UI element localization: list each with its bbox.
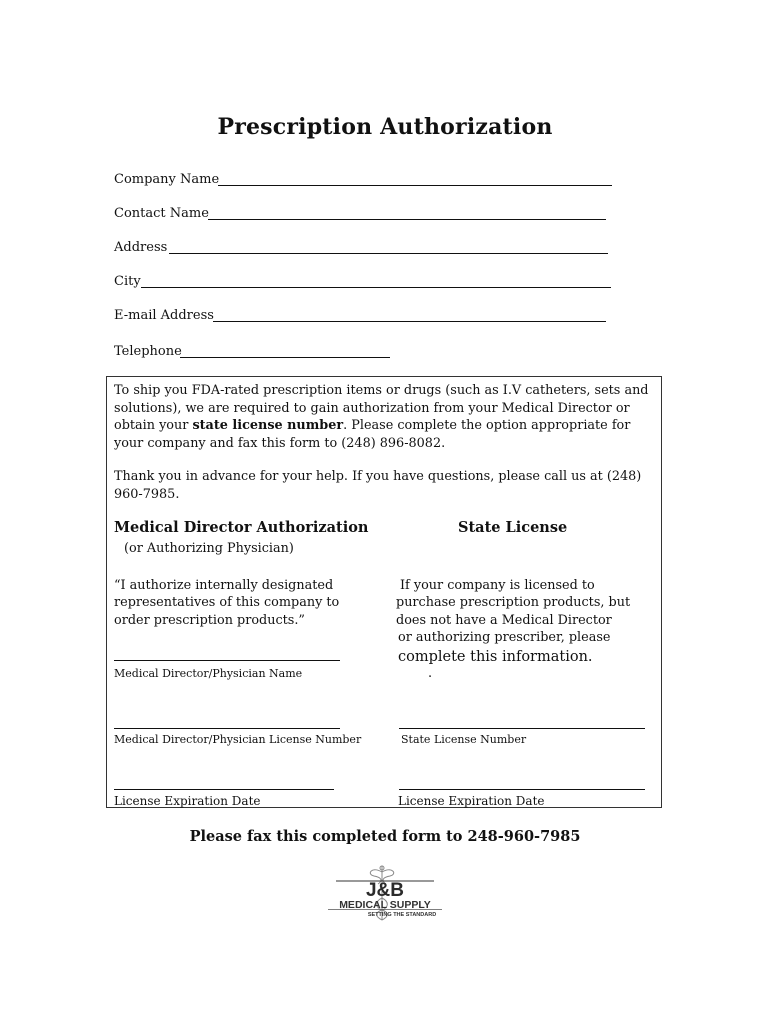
logo-brand: J&B [365,880,405,901]
physician-name-line[interactable] [114,660,340,661]
company-name-field[interactable] [114,172,219,187]
contact-name-field[interactable] [114,206,209,221]
state-license-line[interactable] [399,728,645,729]
telephone-line[interactable] [180,357,390,358]
address-line[interactable] [169,253,608,254]
intro-paragraph [114,382,649,452]
instruction-line: purchase prescription products, but [396,595,631,611]
instruction-line: or authorizing prescriber, please [398,630,611,646]
contact-name-line[interactable] [208,219,606,220]
company-name-label: Company Name [114,172,220,187]
company-name-line[interactable] [218,185,612,186]
thanks-paragraph: Thank you in advance for your help. If you have questions, please call us at (248) 960-7985. [114,469,642,502]
logo-name: MEDICAL SUPPLY [339,899,431,911]
telephone-label: Telephone [114,344,182,359]
instruction-line: does not have a Medical Director [396,612,612,628]
instruction-dot: . [428,665,433,681]
state-license-caption: State License Number [401,733,527,746]
intro-text-1: To ship you FDA-rated prescription items or drugs (such as I.V catheters, sets and solutions), we are required to gain authorization from your Medical Director or obtain your [114,383,649,433]
page-title: Prescription Authorization [217,114,553,140]
instruction-line: If your company is licensed to [400,578,595,593]
state-license-heading: State License [458,519,568,536]
authorization-quote [114,577,339,629]
physician-name-caption: Medical Director/Physician Name [114,667,303,680]
jb-medical-supply-logo [322,864,448,922]
email-line[interactable] [213,321,606,322]
city-label: City [114,274,141,289]
medical-director-subheading: (or Authorizing Physician) [124,541,294,556]
medical-director-heading: Medical Director Authorization [114,519,369,536]
contact-name-label: Contact Name [114,206,209,221]
physician-expiration-line[interactable] [114,789,334,790]
physician-license-caption: Medical Director/Physician License Number [114,733,362,746]
state-expiration-line[interactable] [399,789,645,790]
physician-license-line[interactable] [114,728,340,729]
city-line[interactable] [141,287,611,288]
state-license-instructions [396,577,630,681]
email-label: E-mail Address [114,308,214,323]
physician-expiration-caption: License Expiration Date [114,794,261,808]
intro-text-2: . Please complete the option appropriate for your company and fax this form to (248) 896-8082. [114,418,631,451]
email-field[interactable] [114,308,214,323]
quote-line: order prescription products.” [114,612,305,628]
fax-instruction: Please fax this completed form to 248-960-7985 [189,828,581,845]
quote-line: “I authorize internally designated [114,578,334,593]
intro-bold-text: state license number [192,418,344,433]
address-field[interactable] [114,240,167,255]
quote-line: representatives of this company to [114,595,340,611]
state-expiration-caption: License Expiration Date [398,794,545,808]
city-field[interactable] [114,274,141,289]
logo-tagline: SETTING THE STANDARD [367,912,437,918]
address-label: Address [114,240,168,255]
instruction-line-large: complete this information. [398,648,593,665]
telephone-field[interactable] [114,344,182,359]
